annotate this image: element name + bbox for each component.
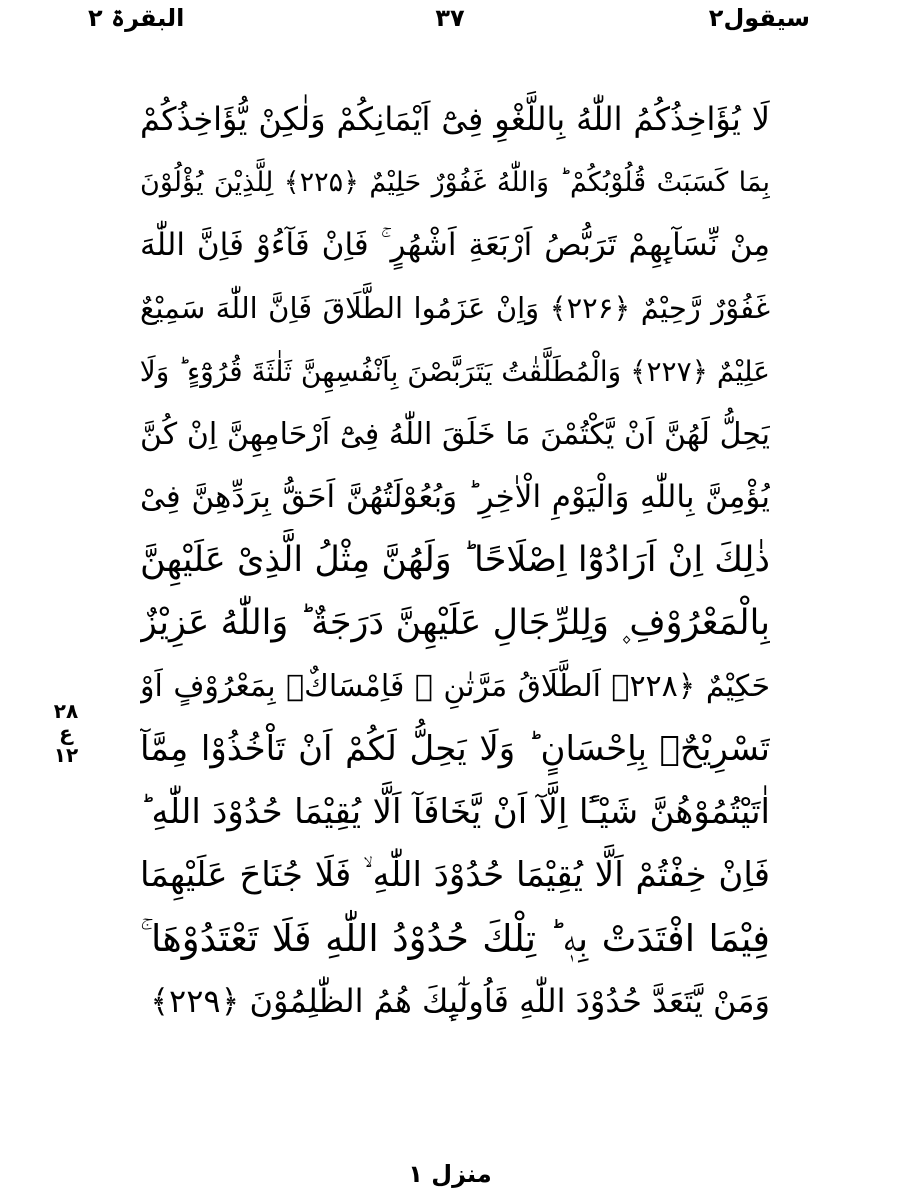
text-line: عَلِیْمٌ ﴿۲۲۷﴾ وَالْمُطَلَّقٰتُ یَتَرَبَّصْنَ بِاَنْفُسِهِنَّ ثَلٰثَةَ قُرُوْٓءٍ ؕ وَلَا xyxy=(140,355,770,388)
page-number: ۳۷ xyxy=(435,4,465,32)
text-line: ذٰلِكَ اِنْ اَرَادُوْٓا اِصْلَاحًا ؕ وَلَهُنَّ مِثْلُ الَّذِیْ عَلَیْهِنَّ xyxy=(140,540,770,580)
ruku-letter: ع xyxy=(59,721,73,745)
ruku-count-top: ۲۸ xyxy=(53,699,79,723)
page-header xyxy=(0,0,900,40)
text-line: حَكِیْمٌ ﴿۲۲۸﴾ اَلطَّلَاقُ مَرَّتٰنِ ۪ فَاِمْسَاكٌۢ بِمَعْرُوْفٍ اَوْ xyxy=(140,669,770,704)
juz-title: سیقول۲ xyxy=(708,4,810,32)
text-line: یُؤْمِنَّ بِاللّٰهِ وَالْیَوْمِ الْاٰخِرِ ؕ وَبُعُوْلَتُهُنَّ اَحَقُّ بِرَدِّهِنَّ فِیْ xyxy=(140,479,770,515)
text-line: غَفُوْرٌ رَّحِیْمٌ ﴿۲۲۶﴾ وَاِنْ عَزَمُوا الطَّلَاقَ فَاِنَّ اللّٰهَ سَمِیْعٌ xyxy=(140,291,770,325)
manzil-label: منزل ۱ xyxy=(408,1160,492,1188)
text-line: لَا یُؤَاخِذُكُمُ اللّٰهُ بِاللَّغْوِ فِیْٓ اَیْمَانِكُمْ وَلٰكِنْ یُّؤَاخِذُكُمْ xyxy=(140,100,770,138)
ruku-count-bottom: ۱۲ xyxy=(53,743,79,767)
text-line: یَحِلُّ لَهُنَّ اَنْ یَّكْتُمْنَ مَا خَلَقَ اللّٰهُ فِیْٓ اَرْحَامِهِنَّ اِنْ كُنَّ xyxy=(140,417,770,452)
text-line: وَمَنْ یَّتَعَدَّ حُدُوْدَ اللّٰهِ فَاُولٰٓىِٕكَ هُمُ الظّٰلِمُوْنَ ﴿۲۲۹﴾ xyxy=(150,982,770,1020)
text-line: فِیْمَا افْتَدَتْ بِهٖ ؕ تِلْكَ حُدُوْدُ اللّٰهِ فَلَا تَعْتَدُوْهَا ۚ xyxy=(140,917,770,960)
text-line: بِمَا كَسَبَتْ قُلُوْبُكُمْ ؕ وَاللّٰهُ غَفُوْرٌ حَلِیْمٌ ﴿۲۲۵﴾ لِلَّذِیْنَ یُؤْلُوْنَ xyxy=(140,167,770,198)
ruku-marker xyxy=(46,700,86,766)
surah-title: البقرۃ ۲ xyxy=(88,4,185,32)
text-line: مِنْ نِّسَآىِٕهِمْ تَرَبُّصُ اَرْبَعَةِ اَشْهُرٍ ۚ فَاِنْ فَآءُوْ فَاِنَّ اللّٰهَ xyxy=(140,227,770,263)
text-line: بِالْمَعْرُوْفِ ۪ وَلِلرِّجَالِ عَلَیْهِنَّ دَرَجَةٌ ؕ وَاللّٰهُ عَزِیْزٌ xyxy=(140,603,770,643)
quran-text xyxy=(140,88,770,1098)
text-line: فَاِنْ خِفْتُمْ اَلَّا یُقِیْمَا حُدُوْدَ اللّٰهِ ۙ فَلَا جُنَاحَ عَلَیْهِمَا xyxy=(140,855,770,895)
text-line: اٰتَیْتُمُوْهُنَّ شَیْـًٔا اِلَّآ اَنْ یَّخَافَآ اَلَّا یُقِیْمَا حُدُوْدَ اللّٰهِ ؕ xyxy=(140,792,770,832)
page-footer xyxy=(0,1160,900,1188)
text-line: تَسْرِیْحٌۢ بِاِحْسَانٍ ؕ وَلَا یَحِلُّ لَكُمْ اَنْ تَاْخُذُوْا مِمَّآ xyxy=(140,729,770,769)
